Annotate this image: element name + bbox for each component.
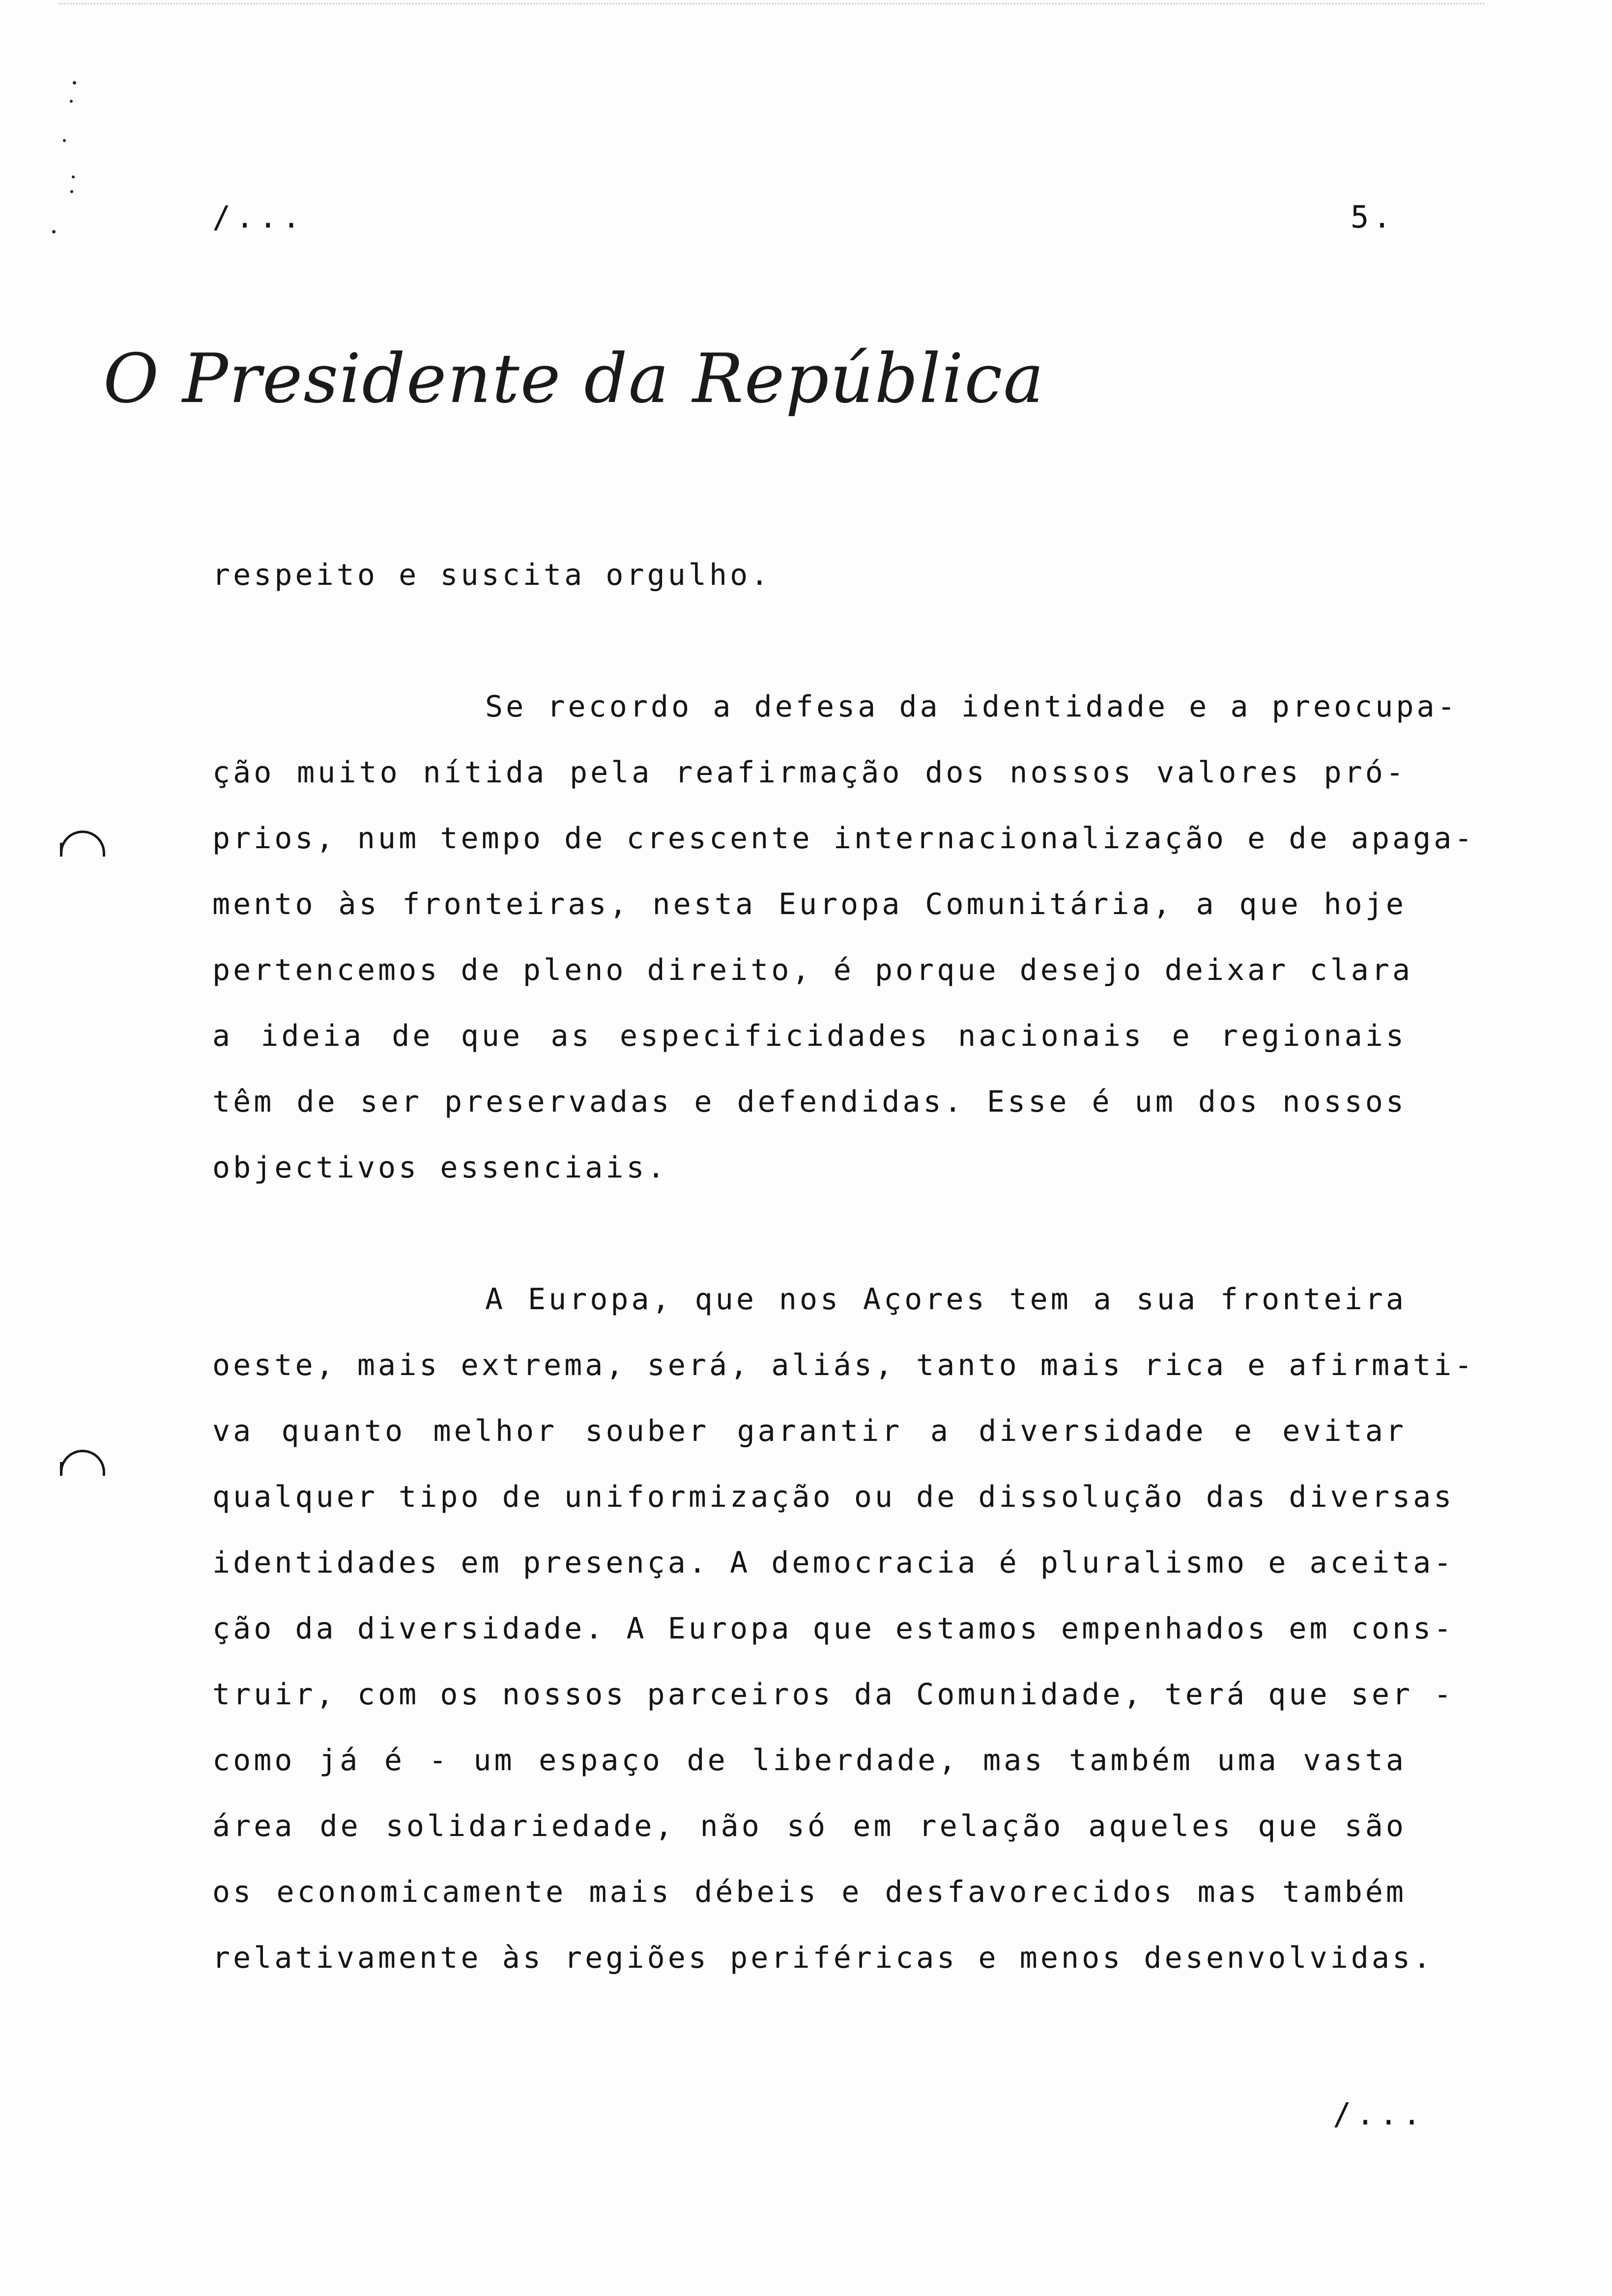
- paragraph-gap: [212, 1209, 1407, 1275]
- text-line: relativamente às regiões periféricas e menos desenvolvidas.: [212, 1941, 1434, 1975]
- text-line: va quanto melhor souber garantir a diversidade e evitar: [212, 1414, 1407, 1448]
- text-line: ção muito nítida pela reafirmação dos nossos valores pró-: [212, 755, 1407, 790]
- margin-speck: [73, 81, 76, 85]
- text-line: prios, num tempo de crescente internacionalização e de apaga-: [212, 821, 1475, 856]
- text-line: A Europa, que nos Açores tem a sua fronteira: [485, 1282, 1407, 1317]
- margin-speck: [70, 100, 73, 103]
- margin-speck: [70, 190, 73, 193]
- margin-speck: [72, 175, 75, 178]
- text-line: mento às fronteiras, nesta Europa Comunitária, a que hoje: [212, 887, 1407, 921]
- margin-speck: [63, 139, 66, 142]
- text-line: os economicamente mais débeis e desfavorecidos mas também: [212, 1875, 1407, 1909]
- hole-punch-mark: [60, 831, 105, 857]
- text-line: qualquer tipo de uniformização ou de dissolução das diversas: [212, 1480, 1455, 1514]
- text-line: respeito e suscita orgulho.: [212, 558, 772, 592]
- text-line: Se recordo a defesa da identidade e a preocupa-: [485, 689, 1458, 724]
- paragraph-gap: [212, 616, 1407, 682]
- text-line: ção da diversidade. A Europa que estamos empenhados em cons-: [212, 1611, 1455, 1646]
- continuation-mark-top: /...: [212, 199, 306, 235]
- text-line: têm de ser preservadas e defendidas. Esse é um dos nossos: [212, 1085, 1407, 1119]
- text-line: identidades em presença. A democracia é pluralismo e aceita-: [212, 1546, 1455, 1580]
- text-line: truir, com os nossos parceiros da Comunidade, terá que ser -: [212, 1677, 1455, 1712]
- continuation-mark-bottom: /...: [1333, 2096, 1426, 2132]
- text-line: a ideia de que as especificidades nacionais e regionais: [212, 1019, 1407, 1053]
- text-line: como já é - um espaço de liberdade, mas também uma vasta: [212, 1743, 1407, 1778]
- text-line: área de solidariedade, não só em relação aqueles que são: [212, 1809, 1407, 1843]
- hole-punch-mark: [60, 1450, 105, 1476]
- letter-body: [212, 550, 1475, 1999]
- letterhead-title: O Presidente da República: [103, 339, 1045, 418]
- text-line: oeste, mais extrema, será, aliás, tanto mais rica e afirmati-: [212, 1348, 1475, 1382]
- text-line: objectivos essenciais.: [212, 1150, 668, 1185]
- page-top-edge: [59, 3, 1484, 6]
- margin-speck: [52, 230, 56, 233]
- text-line: pertencemos de pleno direito, é porque desejo deixar clara: [212, 953, 1413, 987]
- page-number: 5.: [1351, 199, 1395, 235]
